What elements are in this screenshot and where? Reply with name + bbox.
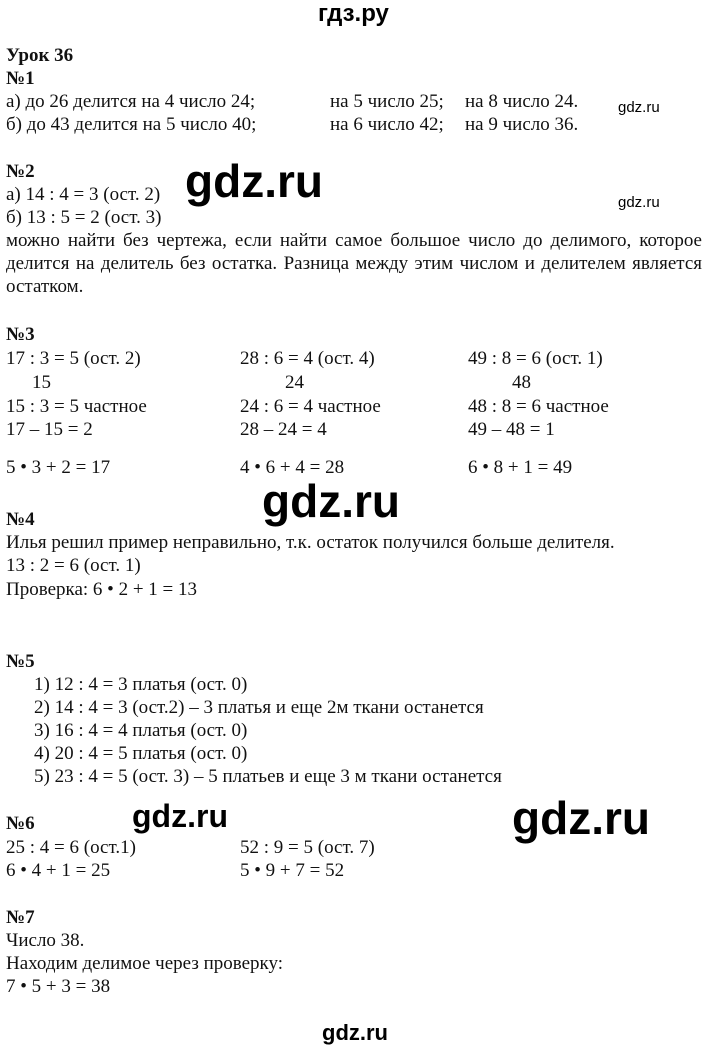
task-4-line: Илья решил пример неправильно, т.к. остаток получился больше делителя. xyxy=(6,532,615,553)
task-3-c1-line: 17 – 15 = 2 xyxy=(6,419,93,440)
task-7-line: Число 38. xyxy=(6,930,85,951)
task-3-c2-line: 28 – 24 = 4 xyxy=(240,419,327,440)
task-3-c1-line: 15 xyxy=(32,372,51,393)
task-3-c3-line: 48 : 8 = 6 частное xyxy=(468,396,609,417)
watermark-large: gdz.ru xyxy=(512,792,650,844)
task-1-line-b1: б) до 43 делится на 5 число 40; xyxy=(6,114,257,135)
task-2-explanation: можно найти без чертежа, если найти самое большое число до делимого, которое делится на делитель без остатка. Разница между этим числом и делителем является остатком. xyxy=(6,230,702,297)
task-3-c3-line: 49 : 8 = 6 (ост. 1) xyxy=(468,348,603,369)
task-4-line: Проверка: 6 • 2 + 1 = 13 xyxy=(6,579,198,600)
task-4-line: 13 : 2 = 6 (ост. 1) xyxy=(6,555,141,576)
task-5-item: 4) 20 : 4 = 5 платья (ост. 0) xyxy=(34,743,248,764)
task-1-line-b3: на 9 число 36. xyxy=(465,114,579,135)
watermark-small: gdz.ru xyxy=(618,194,660,211)
task-1-label: №1 xyxy=(6,68,35,89)
task-6-line: 52 : 9 = 5 (ост. 7) xyxy=(240,837,375,858)
task-3-c1-line: 17 : 3 = 5 (ост. 2) xyxy=(6,348,141,369)
watermark-large: gdz.ru xyxy=(185,155,323,207)
task-2-line-a: а) 14 : 4 = 3 (ост. 2) xyxy=(6,184,161,205)
task-7-line: 7 • 5 + 3 = 38 xyxy=(6,976,111,997)
task-5-item: 5) 23 : 4 = 5 (ост. 3) – 5 платьев и еще 3 м ткани останется xyxy=(34,766,502,787)
task-3-c3-line: 49 – 48 = 1 xyxy=(468,419,555,440)
task-4-label: №4 xyxy=(6,509,35,530)
task-7-label: №7 xyxy=(6,907,35,928)
task-6-line: 6 • 4 + 1 = 25 xyxy=(6,860,111,881)
task-5-label: №5 xyxy=(6,651,35,672)
task-3-c3-line: 6 • 8 + 1 = 49 xyxy=(468,457,573,478)
task-5-item: 1) 12 : 4 = 3 платья (ост. 0) xyxy=(34,674,248,695)
task-2-line-b: б) 13 : 5 = 2 (ост. 3) xyxy=(6,207,162,228)
task-5-item: 2) 14 : 4 = 3 (ост.2) – 3 платья и еще 2м ткани останется xyxy=(34,697,484,718)
watermark-small: gdz.ru xyxy=(618,99,660,116)
task-3-c1-line: 5 • 3 + 2 = 17 xyxy=(6,457,111,478)
watermark-large: gdz.ru xyxy=(262,475,400,527)
task-3-c2-line: 28 : 6 = 4 (ост. 4) xyxy=(240,348,375,369)
task-5-item: 3) 16 : 4 = 4 платья (ост. 0) xyxy=(34,720,248,741)
watermark-large: gdz.ru xyxy=(132,798,228,834)
task-7-line: Находим делимое через проверку: xyxy=(6,953,284,974)
task-3-c2-line: 4 • 6 + 4 = 28 xyxy=(240,457,345,478)
task-6-line: 25 : 4 = 6 (ост.1) xyxy=(6,837,136,858)
task-6-line: 5 • 9 + 7 = 52 xyxy=(240,860,345,881)
task-3-c1-line: 15 : 3 = 5 частное xyxy=(6,396,147,417)
task-3-label: №3 xyxy=(6,324,35,345)
watermark-footer: gdz.ru xyxy=(322,1020,388,1045)
task-1-line-a3: на 8 число 24. xyxy=(465,91,579,112)
task-3-c3-line: 48 xyxy=(512,372,531,393)
task-3-c2-line: 24 xyxy=(285,372,304,393)
lesson-title: Урок 36 xyxy=(6,45,74,66)
task-2-label: №2 xyxy=(6,161,35,182)
page-header: гдз.ру xyxy=(318,0,389,27)
task-6-label: №6 xyxy=(6,813,35,834)
task-1-line-b2: на 6 число 42; xyxy=(330,114,444,135)
task-1-line-a1: а) до 26 делится на 4 число 24; xyxy=(6,91,256,112)
task-1-line-a2: на 5 число 25; xyxy=(330,91,444,112)
task-3-c2-line: 24 : 6 = 4 частное xyxy=(240,396,381,417)
